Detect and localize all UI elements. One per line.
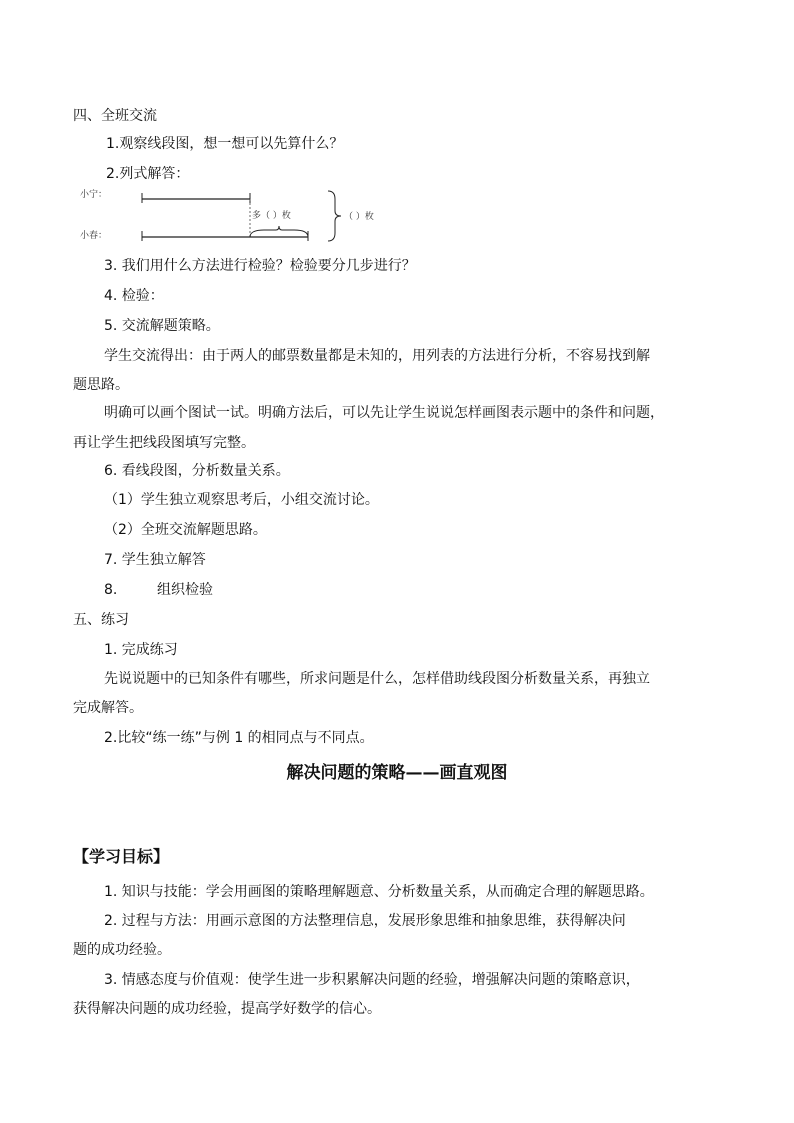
section4-item7: 7. 学生独立解答 xyxy=(104,552,206,568)
section4-item8-number: 8. xyxy=(104,582,118,598)
lesson-title: 解决问题的策略——画直观图 xyxy=(286,763,508,783)
section4-item2: 2.列式解答： xyxy=(106,166,190,182)
diagram-label-xiaochun: 小春： xyxy=(80,231,108,241)
section4-sub1: （1）学生独立观察思考后，小组交流讨论。 xyxy=(104,492,379,508)
section4-para1-line2: 题思路。 xyxy=(73,377,129,393)
line-segment-diagram xyxy=(80,185,400,247)
diagram-label-xiaoning: 小宁： xyxy=(80,190,108,200)
section4-item5: 5. 交流解题策略。 xyxy=(104,318,220,334)
section5-heading: 五、练习 xyxy=(73,612,129,628)
section5-item1: 1. 完成练习 xyxy=(104,642,178,658)
difference-label: 多（ ）枚 xyxy=(252,211,291,221)
section4-para1-line1: 学生交流得出：由于两人的邮票数量都是未知的，用列表的方法进行分析，不容易找到解 xyxy=(104,348,650,364)
section4-heading: 四、全班交流 xyxy=(73,108,157,124)
goal-3-line1: 3. 情感态度与价值观：使学生进一步积累解决问题的经验，增强解决问题的策略意识， xyxy=(104,972,640,988)
section4-item4: 4. 检验： xyxy=(104,288,164,304)
goal-3-line2: 获得解决问题的成功经验，提高学好数学的信心。 xyxy=(73,1001,381,1017)
section4-item1: 1.观察线段图，想一想可以先算什么？ xyxy=(106,136,344,152)
section5-item2: 2.比较“练一练”与例 1 的相同点与不同点。 xyxy=(104,730,374,746)
section4-para2-line2: 再让学生把线段图填写完整。 xyxy=(73,435,255,451)
section5-para-line1: 先说说题中的已知条件有哪些，所求问题是什么，怎样借助线段图分析数量关系，再独立 xyxy=(104,671,650,687)
section4-sub2: （2）全班交流解题思路。 xyxy=(104,522,267,538)
section4-item8-text: 组织检验 xyxy=(157,582,213,598)
section4-item3: 3. 我们用什么方法进行检验？检验要分几步进行？ xyxy=(104,258,416,274)
section5-para-line2: 完成解答。 xyxy=(73,700,143,716)
goals-heading: 【学习目标】 xyxy=(73,847,170,866)
section4-item6: 6. 看线段图，分析数量关系。 xyxy=(104,463,290,479)
goal-2-line2: 题的成功经验。 xyxy=(73,942,171,958)
total-label: （ ）枚 xyxy=(344,212,374,222)
difference-brace xyxy=(250,226,308,237)
goal-1: 1. 知识与技能：学会用画图的策略理解题意、分析数量关系，从而确定合理的解题思路。 xyxy=(104,884,654,900)
total-brace xyxy=(328,191,341,241)
goal-2-line1: 2. 过程与方法：用画示意图的方法整理信息，发展形象思维和抽象思维，获得解决问 xyxy=(104,913,626,929)
section4-para2-line1: 明确可以画个图试一试。明确方法后，可以先让学生说说怎样画图表示题中的条件和问题， xyxy=(104,405,664,421)
